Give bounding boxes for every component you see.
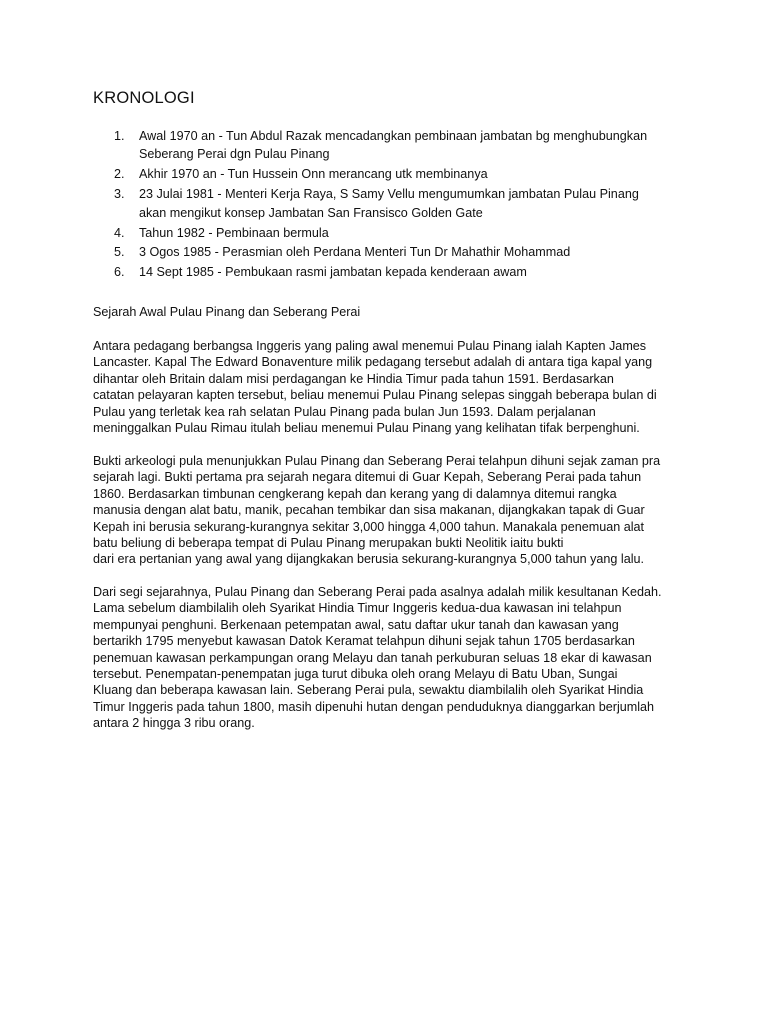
list-number: 4. (114, 225, 125, 240)
paragraph-line: Kluang dan beberapa kawasan lain. Seberang Perai pula, sewaktu diambilalih oleh Syarikat Hindia (93, 683, 644, 698)
chronology-text: akan mengikut konsep Jambatan San Fransisco Golden Gate (139, 205, 483, 220)
chronology-text: 23 Julai 1981 - Menteri Kerja Raya, S Samy Vellu mengumumkan jambatan Pulau Pinang (139, 187, 639, 202)
paragraph-line: Antara pedagang berbangsa Inggeris yang paling awal menemui Pulau Pinang ialah Kapten James (93, 339, 647, 353)
chronology-text: Seberang Perai dgn Pulau Pinang (139, 147, 330, 162)
chronology-item (93, 185, 693, 222)
paragraph-line: Dari segi sejarahnya, Pulau Pinang dan Seberang Perai pada asalnya adalah milik kesultanan Kedah. (93, 585, 662, 599)
paragraph-line: catatan pelayaran kapten tersebut, beliau menemui Pulau Pinang selepas singgah beberapa bulan di (93, 388, 657, 403)
chronology-list (93, 127, 693, 283)
paragraph-line: manusia dengan alat batu, manik, pecahan tembikar dan sisa makanan, dijangkakan tapak di Guar (93, 503, 645, 518)
paragraph-line: penemuan kawasan perkampungan orang Melayu dan tanah perkuburan seluas 18 ekar di kawasan (93, 650, 652, 665)
chronology-text: 14 Sept 1985 - Pembukaan rasmi jambatan kepada kenderaan awam (139, 265, 527, 280)
paragraph-1 (93, 338, 693, 436)
list-number: 6. (114, 265, 125, 280)
paragraph-line: Lama sebelum diambilalih oleh Syarikat Hindia Timur Inggeris kedua-dua kawasan ini telahpun (93, 601, 622, 616)
paragraph-2 (93, 453, 693, 568)
paragraph-line: batu beliung di beberapa tempat di Pulau Pinang merupakan bukti Neolitik iaitu bukti (93, 536, 564, 551)
paragraph-line: tersebut. Penempatan-penempatan juga turut dibuka oleh orang Melayu di Batu Uban, Sungai (93, 667, 618, 682)
chronology-text: 3 Ogos 1985 - Perasmian oleh Perdana Menteri Tun Dr Mahathir Mohammad (139, 245, 571, 260)
paragraph-line: Kepah ini berusia sekurang-kurangnya sekitar 3,000 hingga 4,000 tahun. Manakala penemuan alat (93, 519, 645, 534)
chronology-text: Tahun 1982 - Pembinaan bermula (139, 225, 329, 240)
chronology-item (93, 263, 693, 281)
paragraph-line: antara 2 hingga 3 ribu orang. (93, 716, 255, 731)
list-number: 5. (114, 245, 125, 260)
paragraph-line: Bukti arkeologi pula menunjukkan Pulau Pinang dan Seberang Perai telahpun dihuni sejak zaman pra (93, 454, 661, 468)
chronology-item (93, 243, 693, 261)
paragraph-3 (93, 584, 693, 732)
paragraph-line: 1860. Berdasarkan timbunan cengkerang kepah dan kerang yang di dalamnya ditemui rangka (93, 486, 617, 501)
paragraph-line: dihantar oleh Britain dalam misi perdagangan ke Hindia Timur pada tahun 1591. Berdasarkan (93, 371, 614, 386)
list-number: 1. (114, 129, 125, 143)
list-number: 3. (114, 187, 125, 202)
chronology-item (93, 224, 693, 242)
paragraph-line: mempunyai penghuni. Berkenaan petempatan awal, satu daftar ukur tanah dan kawasan yang (93, 617, 619, 632)
chronology-item (93, 165, 693, 183)
paragraph-line: sejarah lagi. Bukti pertama pra sejarah negara ditemui di Guar Kepah, Seberang Perai pada tahun (93, 470, 642, 485)
paragraph-line: meninggalkan Pulau Rimau itulah beliau menemui Pulau Pinang yang kelihatan tifak berpenghuni. (93, 421, 640, 436)
paragraph-line: Timur Inggeris pada tahun 1800, masih dipenuhi hutan dengan penduduknya dianggarkan berjumlah (93, 699, 655, 714)
section-heading: Sejarah Awal Pulau Pinang dan Seberang Perai (93, 305, 361, 319)
document-title: KRONOLOGI (93, 89, 195, 107)
chronology-item (93, 127, 693, 164)
paragraph-line: Pulau yang terletak kea rah selatan Pulau Pinang pada bulan Jun 1593. Dalam perjalanan (93, 404, 596, 419)
paragraph-line: Lancaster. Kapal The Edward Bonaventure milik pedagang tersebut adalah di antara tiga kapal yang (93, 355, 653, 370)
chronology-text: Awal 1970 an - Tun Abdul Razak mencadangkan pembinaan jambatan bg menghubungkan (139, 129, 648, 143)
paragraph-line: dari era pertanian yang awal yang dijangkakan berusia sekurang-kurangnya 5,000 tahun yang lalu. (93, 552, 645, 567)
list-number: 2. (114, 167, 125, 182)
paragraph-line: bertarikh 1795 menyebut kawasan Datok Keramat telahpun dihuni sejak tahun 1705 berdasarkan (93, 634, 635, 649)
chronology-text: Akhir 1970 an - Tun Hussein Onn merancang utk membinanya (139, 167, 488, 182)
